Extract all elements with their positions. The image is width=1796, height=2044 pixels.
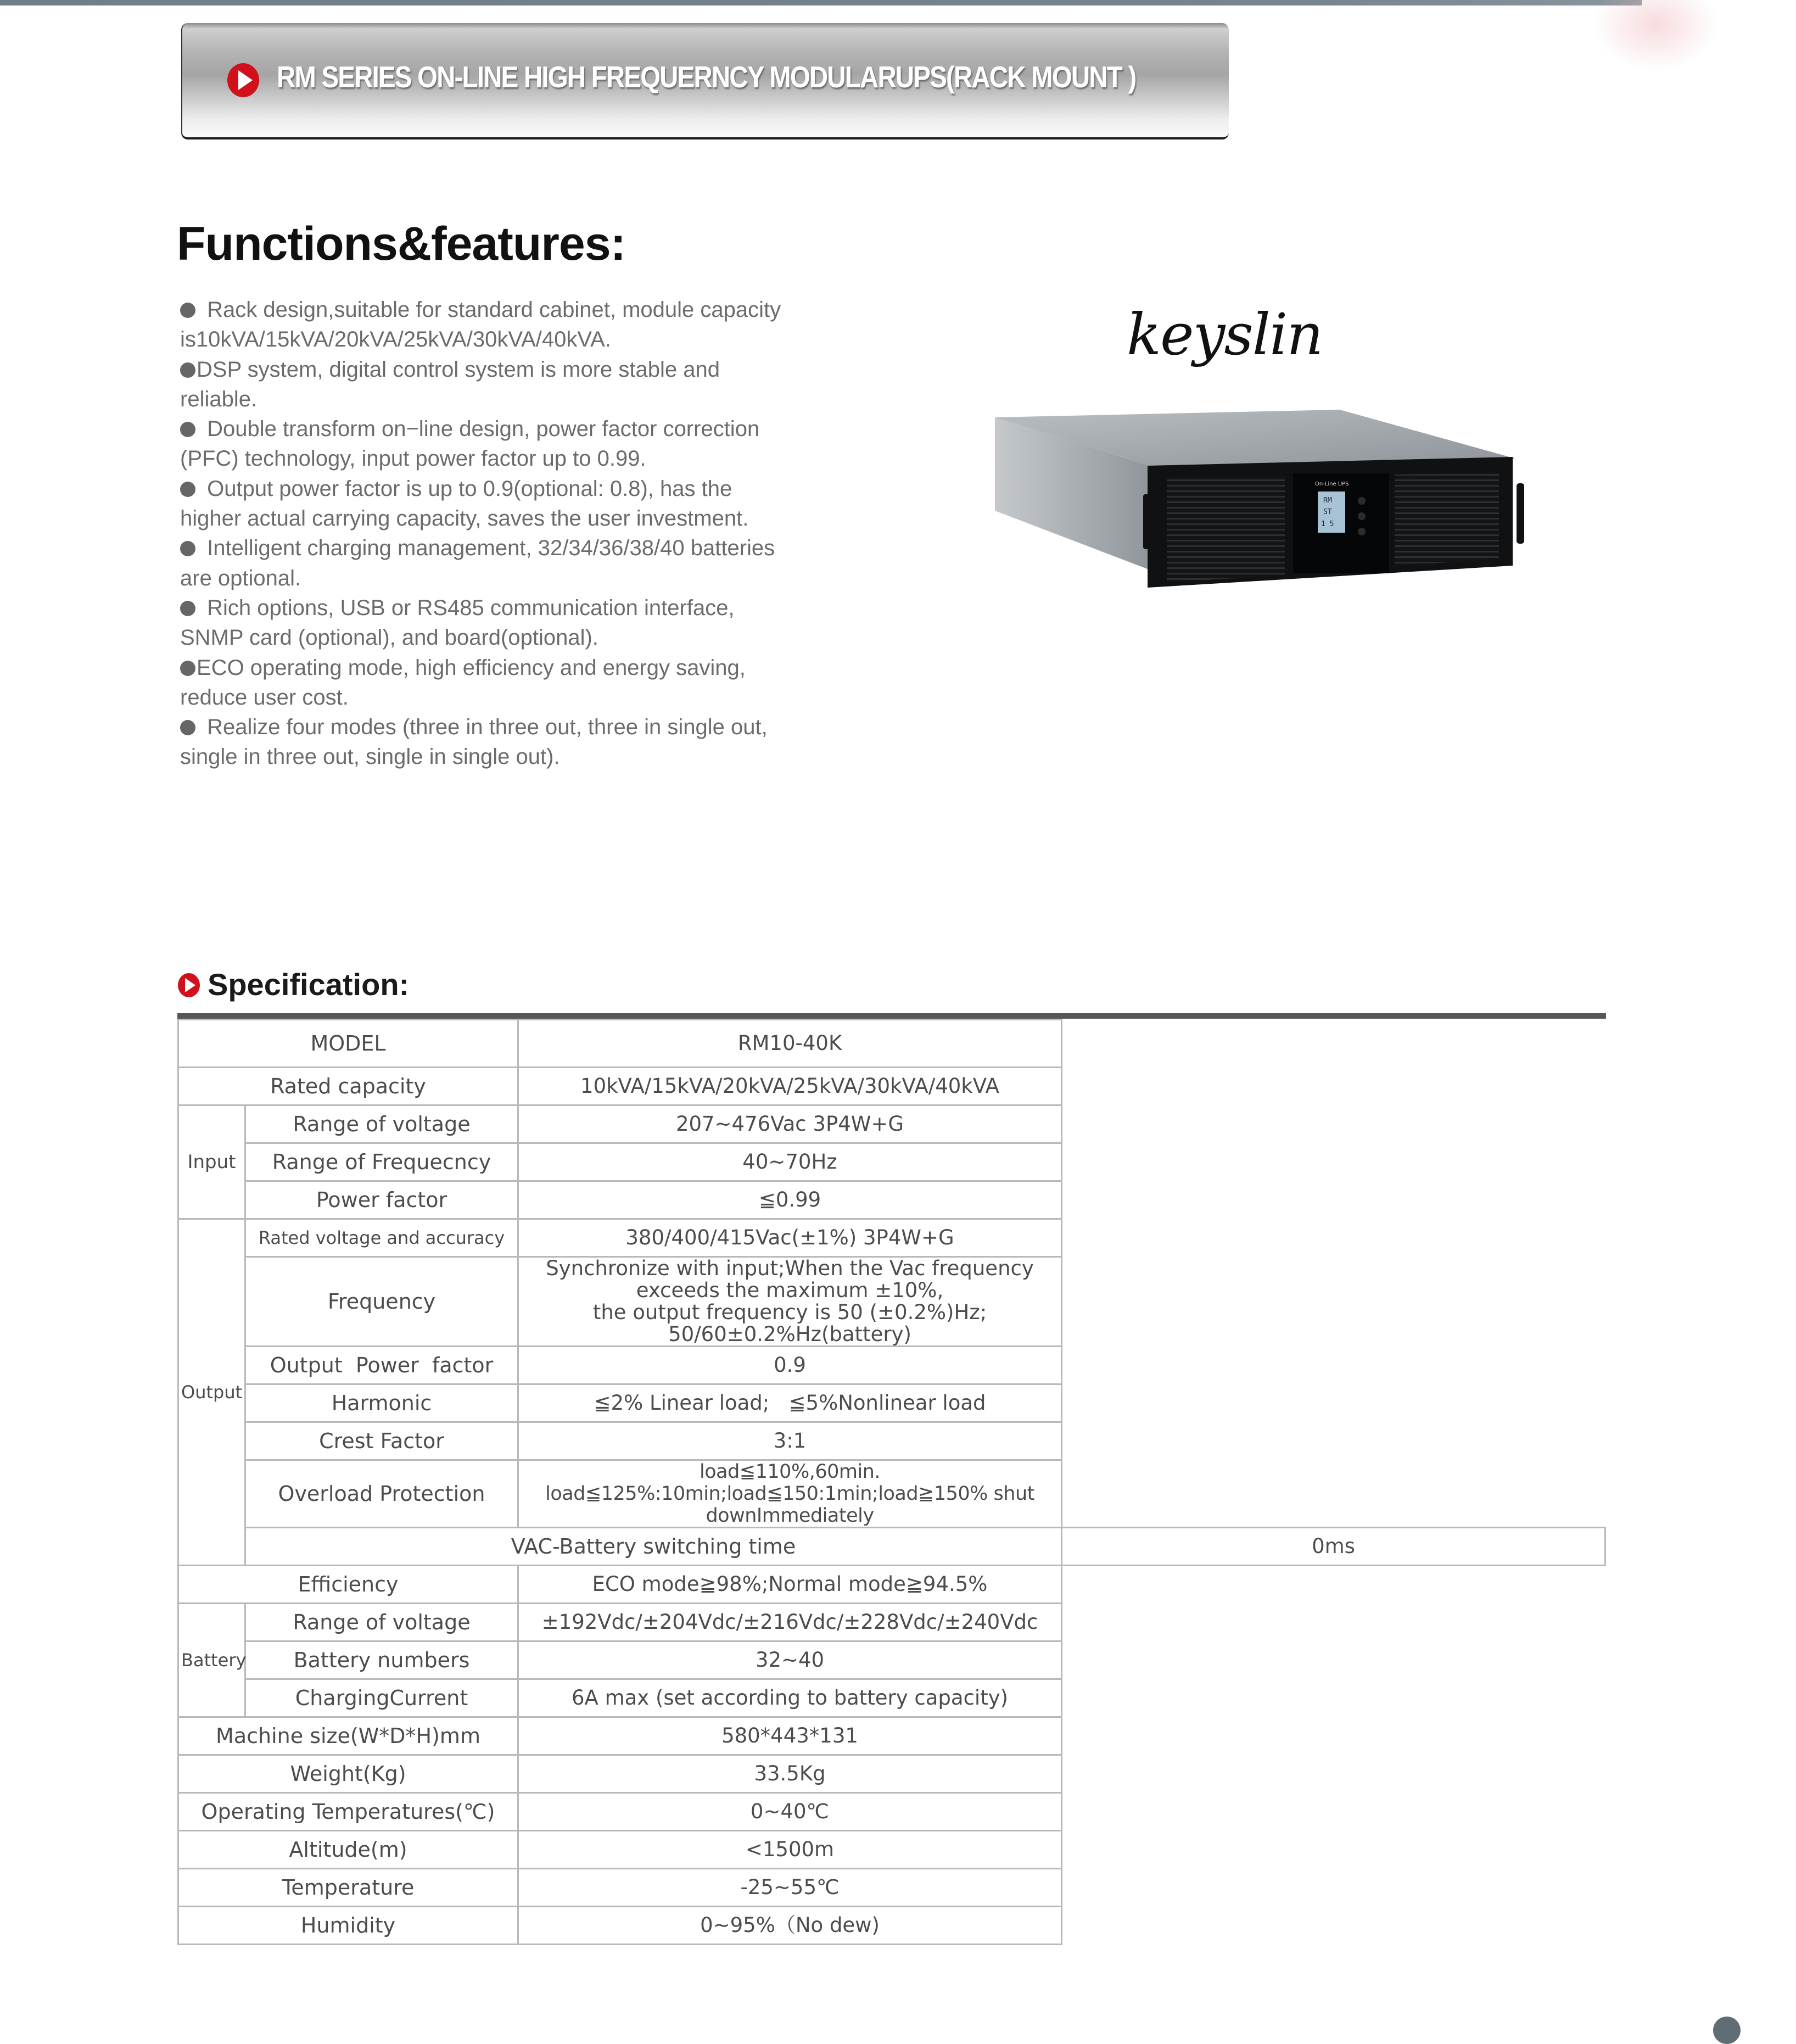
row-value: 380/400/415Vac(±1%) 3P4W+G bbox=[518, 1219, 1062, 1257]
features-heading: Functions&features: bbox=[177, 217, 626, 270]
play-arrow-icon bbox=[177, 972, 201, 998]
row-label: Weight(Kg) bbox=[178, 1755, 518, 1793]
bullet-icon bbox=[180, 601, 195, 616]
table-row bbox=[178, 1068, 1605, 1105]
row-value: 0~40℃ bbox=[518, 1793, 1062, 1831]
row-label: Frequency bbox=[245, 1257, 518, 1347]
row-value-line: the output frequency is 50 (±0.2%)Hz; 50/60±0.2%Hz(battery) bbox=[592, 1300, 987, 1346]
feature-item bbox=[180, 295, 861, 355]
row-value: ≦2% Linear load; ≦5%Nonlinear load bbox=[518, 1384, 1062, 1422]
group-label-input: Input bbox=[178, 1105, 245, 1219]
feature-text: Intelligent charging management, 32/34/36/38/40 batteries bbox=[201, 536, 775, 561]
row-label: Altitude(m) bbox=[178, 1831, 518, 1869]
table-row bbox=[178, 1219, 1605, 1257]
corner-decoration bbox=[1592, 0, 1719, 71]
page-title: RM SERIES ON-LINE HIGH FREQUERNCY MODULARUPS(RACK MOUNT ) bbox=[277, 60, 1136, 94]
row-label: VAC-Battery switching time bbox=[245, 1528, 1062, 1566]
table-row bbox=[178, 1422, 1605, 1460]
row-label: Humidity bbox=[178, 1907, 518, 1945]
bullet-icon bbox=[180, 303, 195, 318]
table-row bbox=[178, 1755, 1605, 1793]
svg-text:1 5: 1 5 bbox=[1321, 520, 1334, 528]
feature-item bbox=[180, 414, 861, 474]
row-value bbox=[518, 1257, 1062, 1347]
title-banner bbox=[181, 23, 1229, 139]
row-value: load≦110%,60min. load≦125%:10min;load≦150:1min;load≧150% shut downImmediately bbox=[518, 1460, 1062, 1528]
table-row bbox=[178, 1641, 1605, 1679]
row-label: Rated voltage and accuracy bbox=[245, 1219, 518, 1257]
row-value: 6A max (set according to battery capacity) bbox=[518, 1679, 1062, 1717]
bullet-icon bbox=[180, 482, 195, 497]
feature-text-cont: SNMP card (optional), and board(optional). bbox=[180, 626, 598, 650]
row-value: ECO mode≧98%;Normal mode≧94.5% bbox=[518, 1566, 1062, 1604]
table-row bbox=[178, 1831, 1605, 1869]
row-value: 32~40 bbox=[518, 1641, 1062, 1679]
feature-text: Double transform on−line design, power factor correction bbox=[201, 417, 760, 442]
feature-item bbox=[180, 474, 861, 534]
row-value: 10kVA/15kVA/20kVA/25kVA/30kVA/40kVA bbox=[518, 1068, 1062, 1105]
row-label: Machine size(W*D*H)mm bbox=[178, 1717, 518, 1755]
table-row bbox=[178, 1528, 1605, 1566]
table-row bbox=[178, 1604, 1605, 1641]
row-value: 40~70Hz bbox=[518, 1143, 1062, 1181]
feature-text-cont: reduce user cost. bbox=[180, 685, 349, 710]
row-label: Crest Factor bbox=[245, 1422, 518, 1460]
ups-rack-handle bbox=[1517, 483, 1524, 544]
row-value: 207~476Vac 3P4W+G bbox=[518, 1105, 1062, 1143]
feature-item bbox=[180, 712, 861, 772]
row-label: Power factor bbox=[245, 1181, 518, 1219]
table-row bbox=[178, 1143, 1605, 1181]
table-row bbox=[178, 1566, 1605, 1604]
row-value: <1500m bbox=[518, 1831, 1062, 1869]
spec-table bbox=[177, 1019, 1606, 1945]
table-row bbox=[178, 1347, 1605, 1384]
row-label: Harmonic bbox=[245, 1384, 518, 1422]
table-row bbox=[178, 1460, 1605, 1528]
row-value: 0~95%（No dew) bbox=[518, 1907, 1062, 1945]
row-value: 3:1 bbox=[518, 1422, 1062, 1460]
table-row bbox=[178, 1020, 1605, 1068]
feature-item bbox=[180, 355, 861, 415]
table-row bbox=[178, 1793, 1605, 1831]
page-indicator-dot bbox=[1713, 2017, 1741, 2044]
feature-text: Output power factor is up to 0.9(optional: 0.8), has the bbox=[201, 476, 732, 501]
row-label: Overload Protection bbox=[245, 1460, 518, 1528]
table-row bbox=[178, 1384, 1605, 1422]
svg-text:RM: RM bbox=[1323, 496, 1332, 505]
row-value-line: Synchronize with input;When the Vac frequency exceeds the maximum ±10%, bbox=[546, 1256, 1034, 1302]
table-row bbox=[178, 1105, 1605, 1143]
row-value: 0.9 bbox=[518, 1347, 1062, 1384]
top-bar bbox=[0, 0, 1642, 5]
row-label: Temperature bbox=[178, 1869, 518, 1907]
features-list bbox=[180, 295, 861, 772]
table-row bbox=[178, 1869, 1605, 1907]
row-label: Range of voltage bbox=[245, 1604, 518, 1641]
ups-product-image bbox=[988, 406, 1537, 596]
feature-text-cont: (PFC) technology, input power factor up to 0.99. bbox=[180, 446, 646, 471]
feature-item bbox=[180, 593, 861, 653]
ups-panel-label: On-Line UPS bbox=[1315, 481, 1349, 487]
feature-item bbox=[180, 533, 861, 593]
feature-text: ECO operating mode, high efficiency and energy saving, bbox=[197, 655, 746, 680]
table-row bbox=[178, 1257, 1605, 1347]
feature-text-cont: are optional. bbox=[180, 566, 301, 590]
feature-text: Realize four modes (three in three out, three in single out, bbox=[201, 715, 768, 740]
bullet-icon bbox=[180, 541, 195, 556]
feature-text: Rich options, USB or RS485 communication interface, bbox=[201, 595, 735, 620]
play-arrow-icon bbox=[226, 63, 260, 98]
row-label: Operating Temperatures(℃) bbox=[178, 1793, 518, 1831]
feature-text: DSP system, digital control system is more stable and bbox=[197, 357, 720, 382]
spec-title: Specification: bbox=[208, 967, 410, 1002]
bullet-icon bbox=[180, 362, 195, 378]
spec-table-top-rule bbox=[177, 1013, 1606, 1019]
row-label: Battery numbers bbox=[245, 1641, 518, 1679]
row-label: Range of Frequecncy bbox=[245, 1143, 518, 1181]
row-value: -25~55℃ bbox=[518, 1869, 1062, 1907]
bullet-icon bbox=[180, 720, 195, 735]
row-value: 0ms bbox=[1062, 1528, 1605, 1566]
feature-text-cont: is10kVA/15kVA/20kVA/25kVA/30kVA/40kVA. bbox=[180, 327, 611, 352]
bullet-icon bbox=[180, 661, 195, 676]
row-label: Output Power factor bbox=[245, 1347, 518, 1384]
row-label: Efficiency bbox=[178, 1566, 518, 1604]
svg-text:ST: ST bbox=[1323, 508, 1332, 516]
feature-text-cont: reliable. bbox=[180, 387, 258, 411]
row-label: ChargingCurrent bbox=[245, 1679, 518, 1717]
feature-text: Rack design,suitable for standard cabinet, module capacity bbox=[201, 298, 781, 322]
table-row bbox=[178, 1907, 1605, 1945]
table-row bbox=[178, 1181, 1605, 1219]
row-value: RM10-40K bbox=[518, 1020, 1062, 1068]
row-label: MODEL bbox=[178, 1020, 518, 1068]
feature-text-cont: single in three out, single in single out). bbox=[180, 745, 560, 769]
row-value: ≦0.99 bbox=[518, 1181, 1062, 1219]
row-value: 580*443*131 bbox=[518, 1717, 1062, 1755]
row-value: ±192Vdc/±204Vdc/±216Vdc/±228Vdc/±240Vdc bbox=[518, 1604, 1062, 1641]
brand-logo: keyslin bbox=[1127, 301, 1323, 368]
row-value: 33.5Kg bbox=[518, 1755, 1062, 1793]
row-label: Range of voltage bbox=[245, 1105, 518, 1143]
table-row bbox=[178, 1717, 1605, 1755]
bullet-icon bbox=[180, 422, 195, 437]
group-label-output: Output bbox=[178, 1219, 245, 1566]
feature-text-cont: higher actual carrying capacity, saves the user investment. bbox=[180, 506, 749, 531]
group-label-battery: Battery bbox=[178, 1604, 245, 1717]
table-row bbox=[178, 1679, 1605, 1717]
feature-item bbox=[180, 653, 861, 713]
row-label: Rated capacity bbox=[178, 1068, 518, 1105]
